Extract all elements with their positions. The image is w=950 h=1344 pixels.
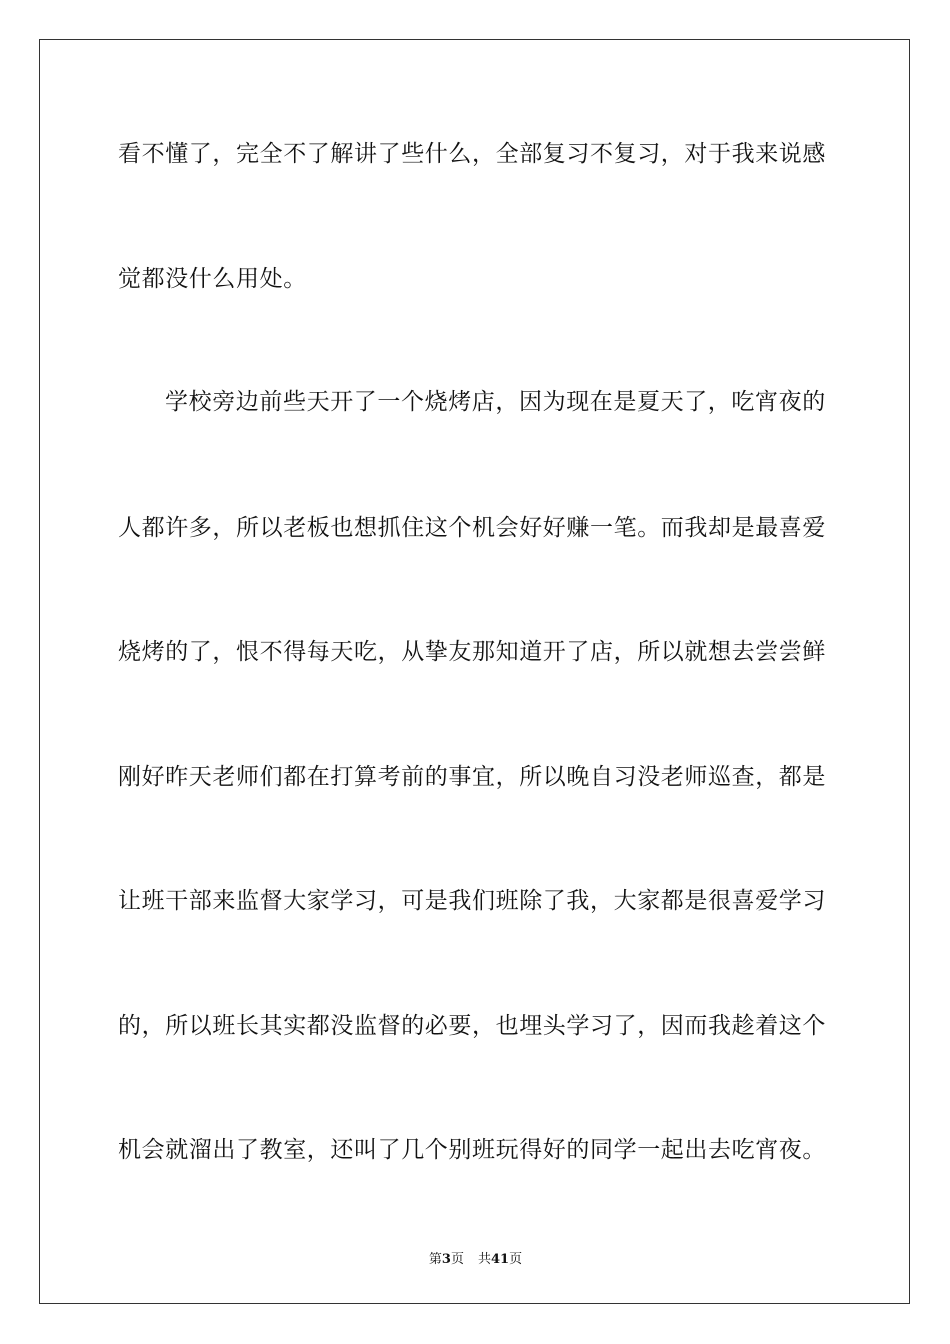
text-line-9: 机会就溜出了教室，还叫了几个别班玩得好的同学一起出去吃宵夜。 <box>118 1137 826 1163</box>
text-line-3: 学校旁边前些天开了一个烧烤店，因为现在是夏天了，吃宵夜的 <box>165 389 826 415</box>
text-line-8: 的，所以班长其实都没监督的必要，也埋头学习了，因而我趁着这个 <box>118 1013 826 1039</box>
text-line-2: 觉都没什么用处。 <box>118 266 307 292</box>
text-line-5: 烧烤的了，恨不得每天吃，从挚友那知道开了店，所以就想去尝尝鲜 <box>118 639 826 665</box>
page-number: 3 <box>441 1252 451 1267</box>
page-prefix: 第 <box>428 1252 442 1267</box>
page-suffix: 页 <box>450 1252 464 1267</box>
total-pages: 41 <box>490 1252 510 1267</box>
text-line-1: 看不懂了，完全不了解讲了些什么，全部复习不复习，对于我来说感 <box>118 141 826 167</box>
text-line-4: 人都许多，所以老板也想抓住这个机会好好赚一笔。而我却是最喜爱 <box>118 515 826 541</box>
text-line-7: 让班干部来监督大家学习，可是我们班除了我，大家都是很喜爱学习 <box>118 888 826 914</box>
page-frame <box>39 39 910 1304</box>
total-prefix: 共 <box>477 1252 491 1267</box>
total-suffix: 页 <box>509 1252 523 1267</box>
text-line-6: 刚好昨天老师们都在打算考前的事宜，所以晚自习没老师巡查，都是 <box>118 764 826 790</box>
page-footer <box>40 1248 911 1267</box>
